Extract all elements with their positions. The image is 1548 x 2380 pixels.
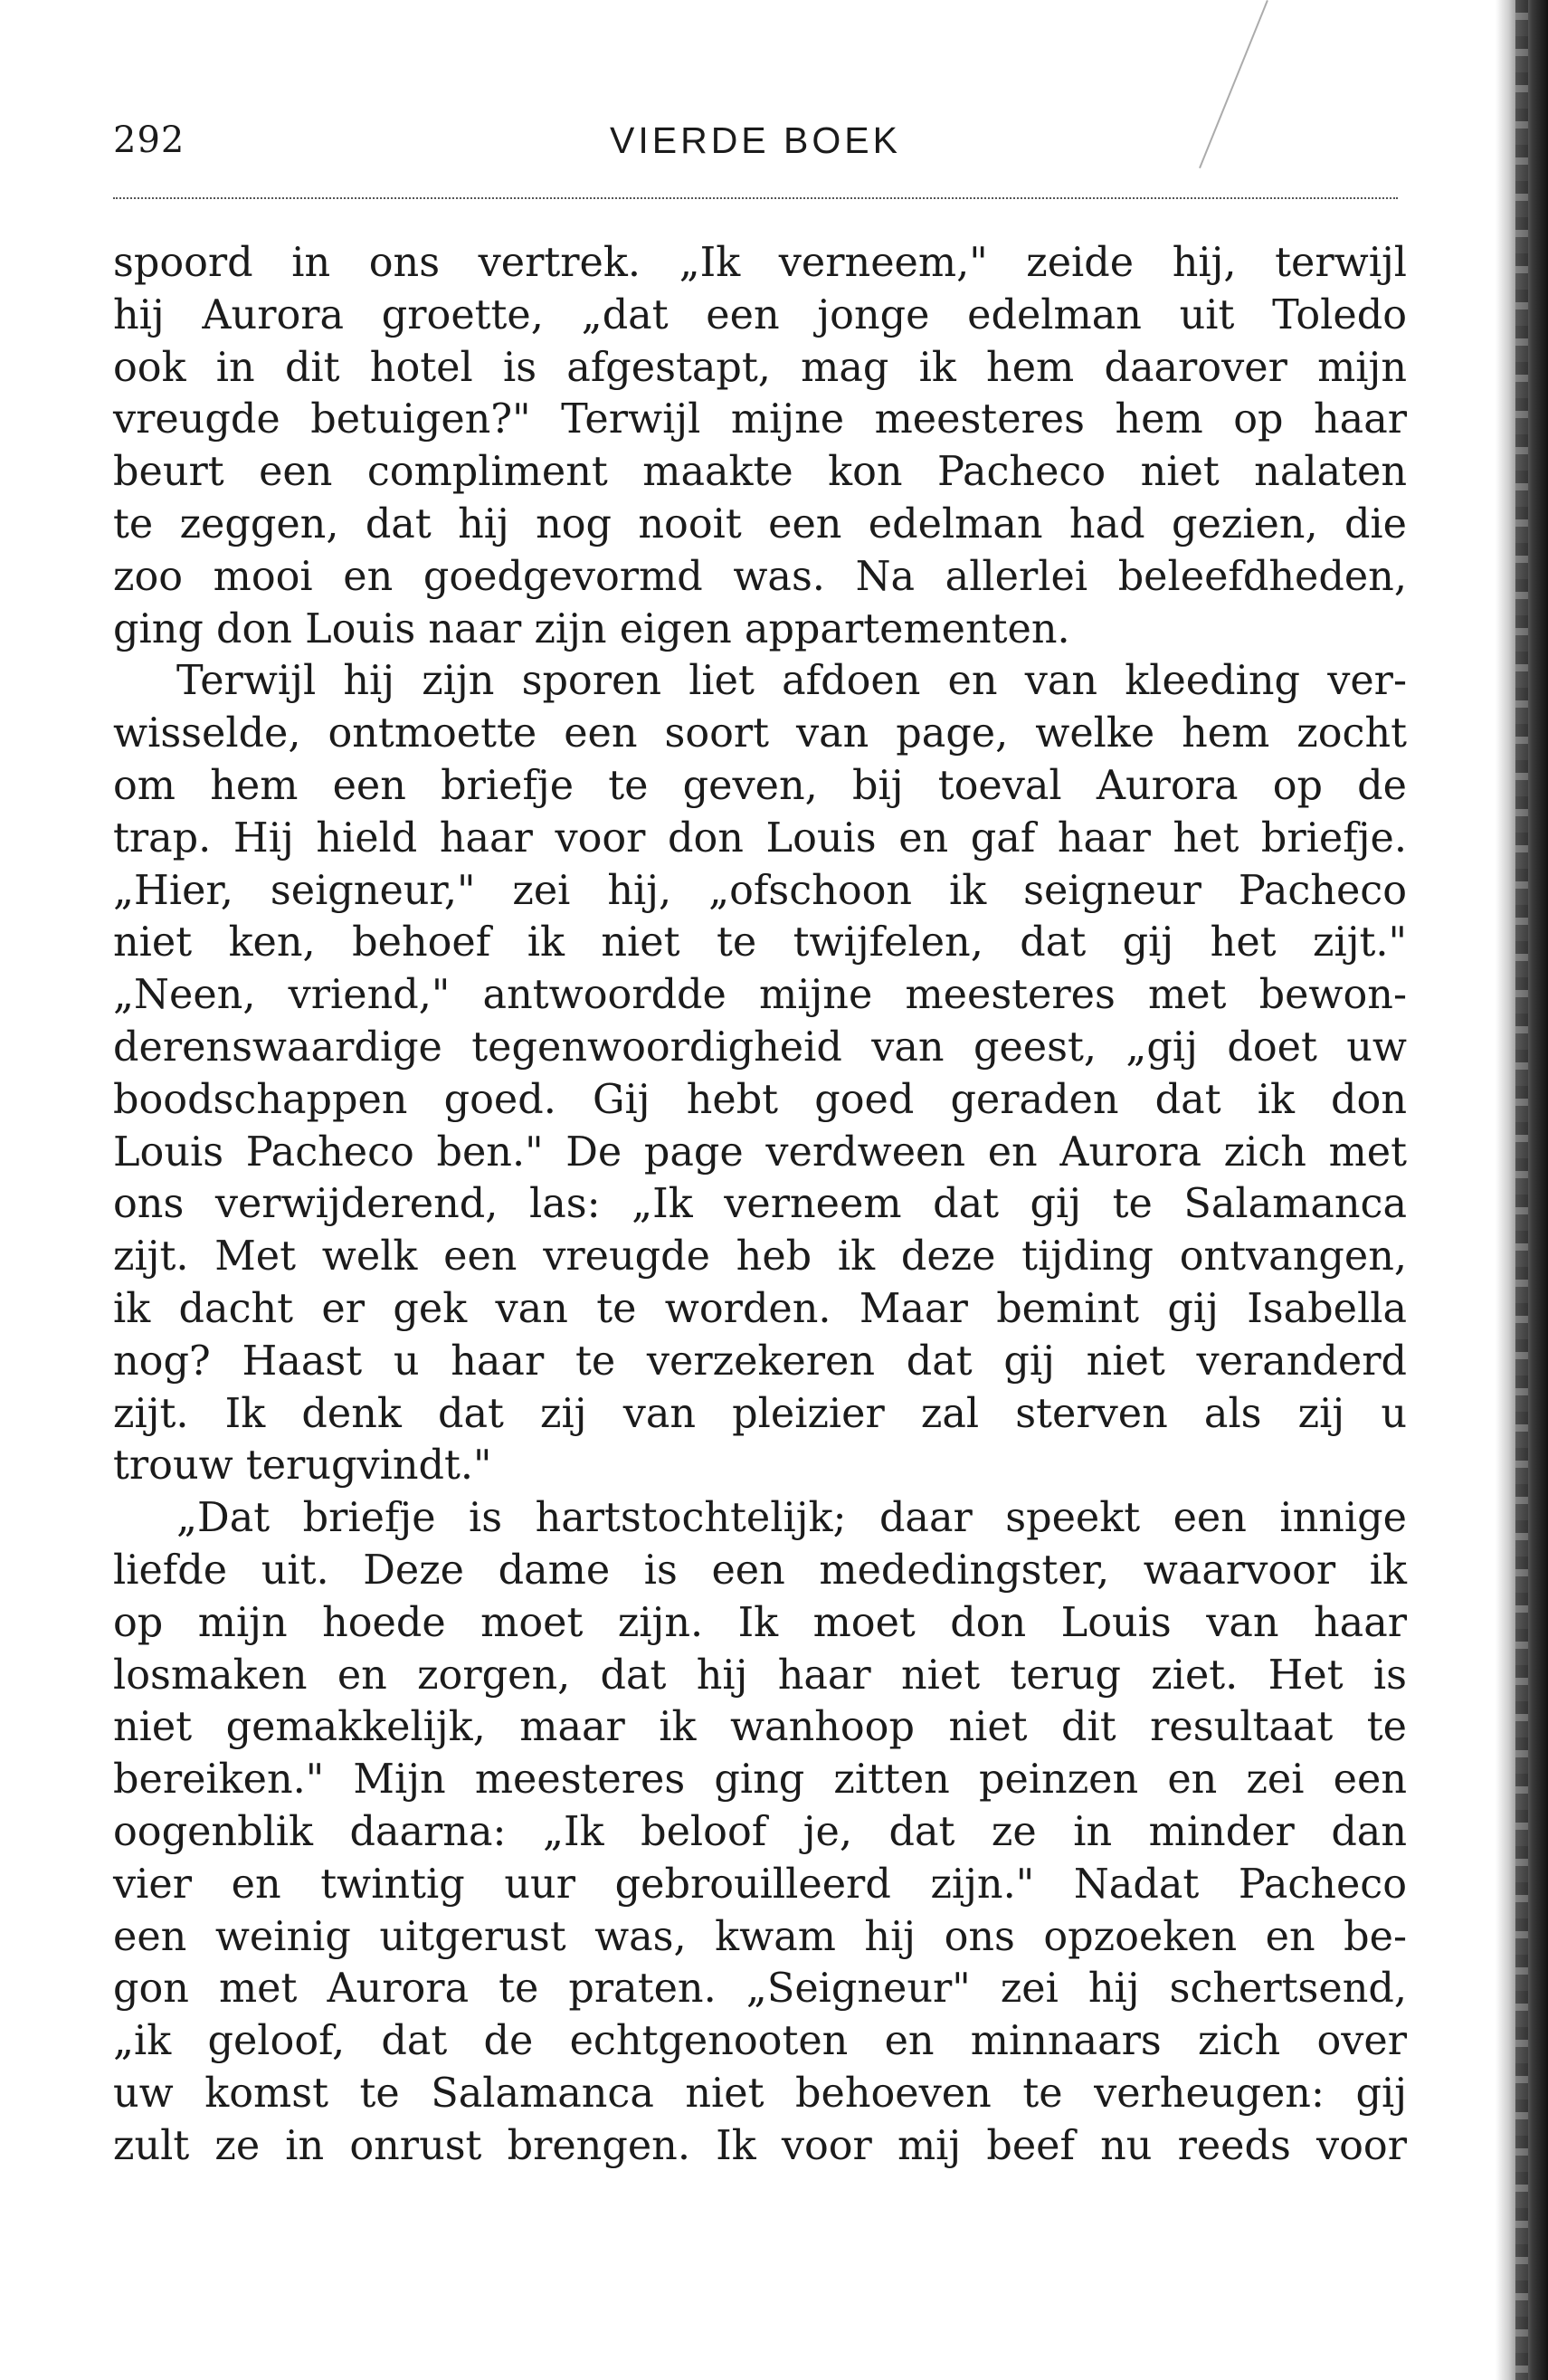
header-rule [113,197,1398,199]
text-line: ons verwijderend, las: „Ik verneem dat gij te Salamanca [113,1181,1407,1228]
text-line: om hem een briefje te geven, bij toeval Aurora op de [113,762,1407,809]
text-line: zijt. Met welk een vreugde heb ik deze tijding ontvangen, [113,1233,1407,1280]
text-line: een weinig uitgerust was, kwam hij ons opzoeken en be- [113,1913,1407,1960]
text-line: ook in dit hotel is afgestapt, mag ik hem daarover mijn [113,344,1407,391]
text-line: „Dat briefje is hartstochtelijk; daar speekt een innige [176,1495,1407,1542]
running-head: VIERDE BOEK [610,119,901,161]
text-line: niet gemakkelijk, maar ik wanhoop niet dit resultaat te [113,1704,1407,1751]
page-number: 292 [113,119,185,161]
text-line: hij Aurora groette, „dat een jonge edelman uit Toledo [113,291,1407,338]
binding-edge [1515,0,1528,2380]
text-line: Louis Pacheco ben." De page verdween en Aurora zich met [113,1128,1407,1176]
text-line: te zeggen, dat hij nog nooit een edelman had gezien, die [113,500,1407,547]
text-line: liefde uit. Deze dame is een mededingster, waarvoor ik [113,1547,1407,1594]
text-line: „Hier, seigneur," zei hij, „ofschoon ik seigneur Pacheco [113,867,1407,914]
text-line: op mijn hoede moet zijn. Ik moet don Louis van haar [113,1599,1407,1646]
text-line: „ik geloof, dat de echtgenooten en minnaars zich over [113,2018,1407,2065]
text-line: gon met Aurora te praten. „Seigneur" zei hij schertsend, [113,1966,1407,2013]
text-line: zoo mooi en goedgevormd was. Na allerlei beleefdheden, [113,553,1407,600]
text-line: Terwijl hij zijn sporen liet afdoen en van kleeding ver- [176,658,1407,705]
text-line: spoord in ons vertrek. „Ik verneem," zeide hij, terwijl [113,240,1407,286]
text-line: oogenblik daarna: „Ik beloof je, dat ze in minder dan [113,1808,1407,1855]
text-line: losmaken en zorgen, dat hij haar niet terug ziet. Het is [113,1652,1407,1699]
text-line: boodschappen goed. Gij hebt goed geraden dat ik don [113,1076,1407,1123]
text-line: trouw terugvindt." [113,1442,492,1490]
text-line: ik dacht er gek van te worden. Maar bemint gij Isabella [113,1285,1407,1332]
text-line: derenswaardige tegenwoordigheid van geest, „gij doet uw [113,1023,1407,1071]
text-line: uw komst te Salamanca niet behoeven te verheugen: gij [113,2070,1407,2117]
text-line: beurt een compliment maakte kon Pacheco niet nalaten [113,449,1407,496]
text-line: wisselde, ontmoette een soort van page, welke hem zocht [113,710,1407,757]
text-line: ging don Louis naar zijn eigen appartementen. [113,605,1070,652]
text-line: nog? Haast u haar te verzekeren dat gij niet veranderd [113,1338,1407,1385]
text-line: bereiken." Mijn meesteres ging zitten peinzen en zei een [113,1756,1407,1804]
text-line: vier en twintig uur gebrouilleerd zijn." Nadat Pacheco [113,1861,1407,1908]
text-line: zult ze in onrust brengen. Ik voor mij beef nu reeds voor [113,2122,1407,2169]
text-line: „Neen, vriend," antwoordde mijne meesteres met bewon- [113,972,1407,1019]
text-line: zijt. Ik denk dat zij van pleizier zal sterven als zij u [113,1390,1407,1437]
text-line: vreugde betuigen?" Terwijl mijne meesteres hem op haar [113,396,1407,443]
text-line: niet ken, behoef ik niet te twijfelen, dat gij het zijt." [113,919,1407,966]
body-text [113,237,1407,2172]
text-line: trap. Hij hield haar voor don Louis en gaf haar het briefje. [113,814,1407,862]
